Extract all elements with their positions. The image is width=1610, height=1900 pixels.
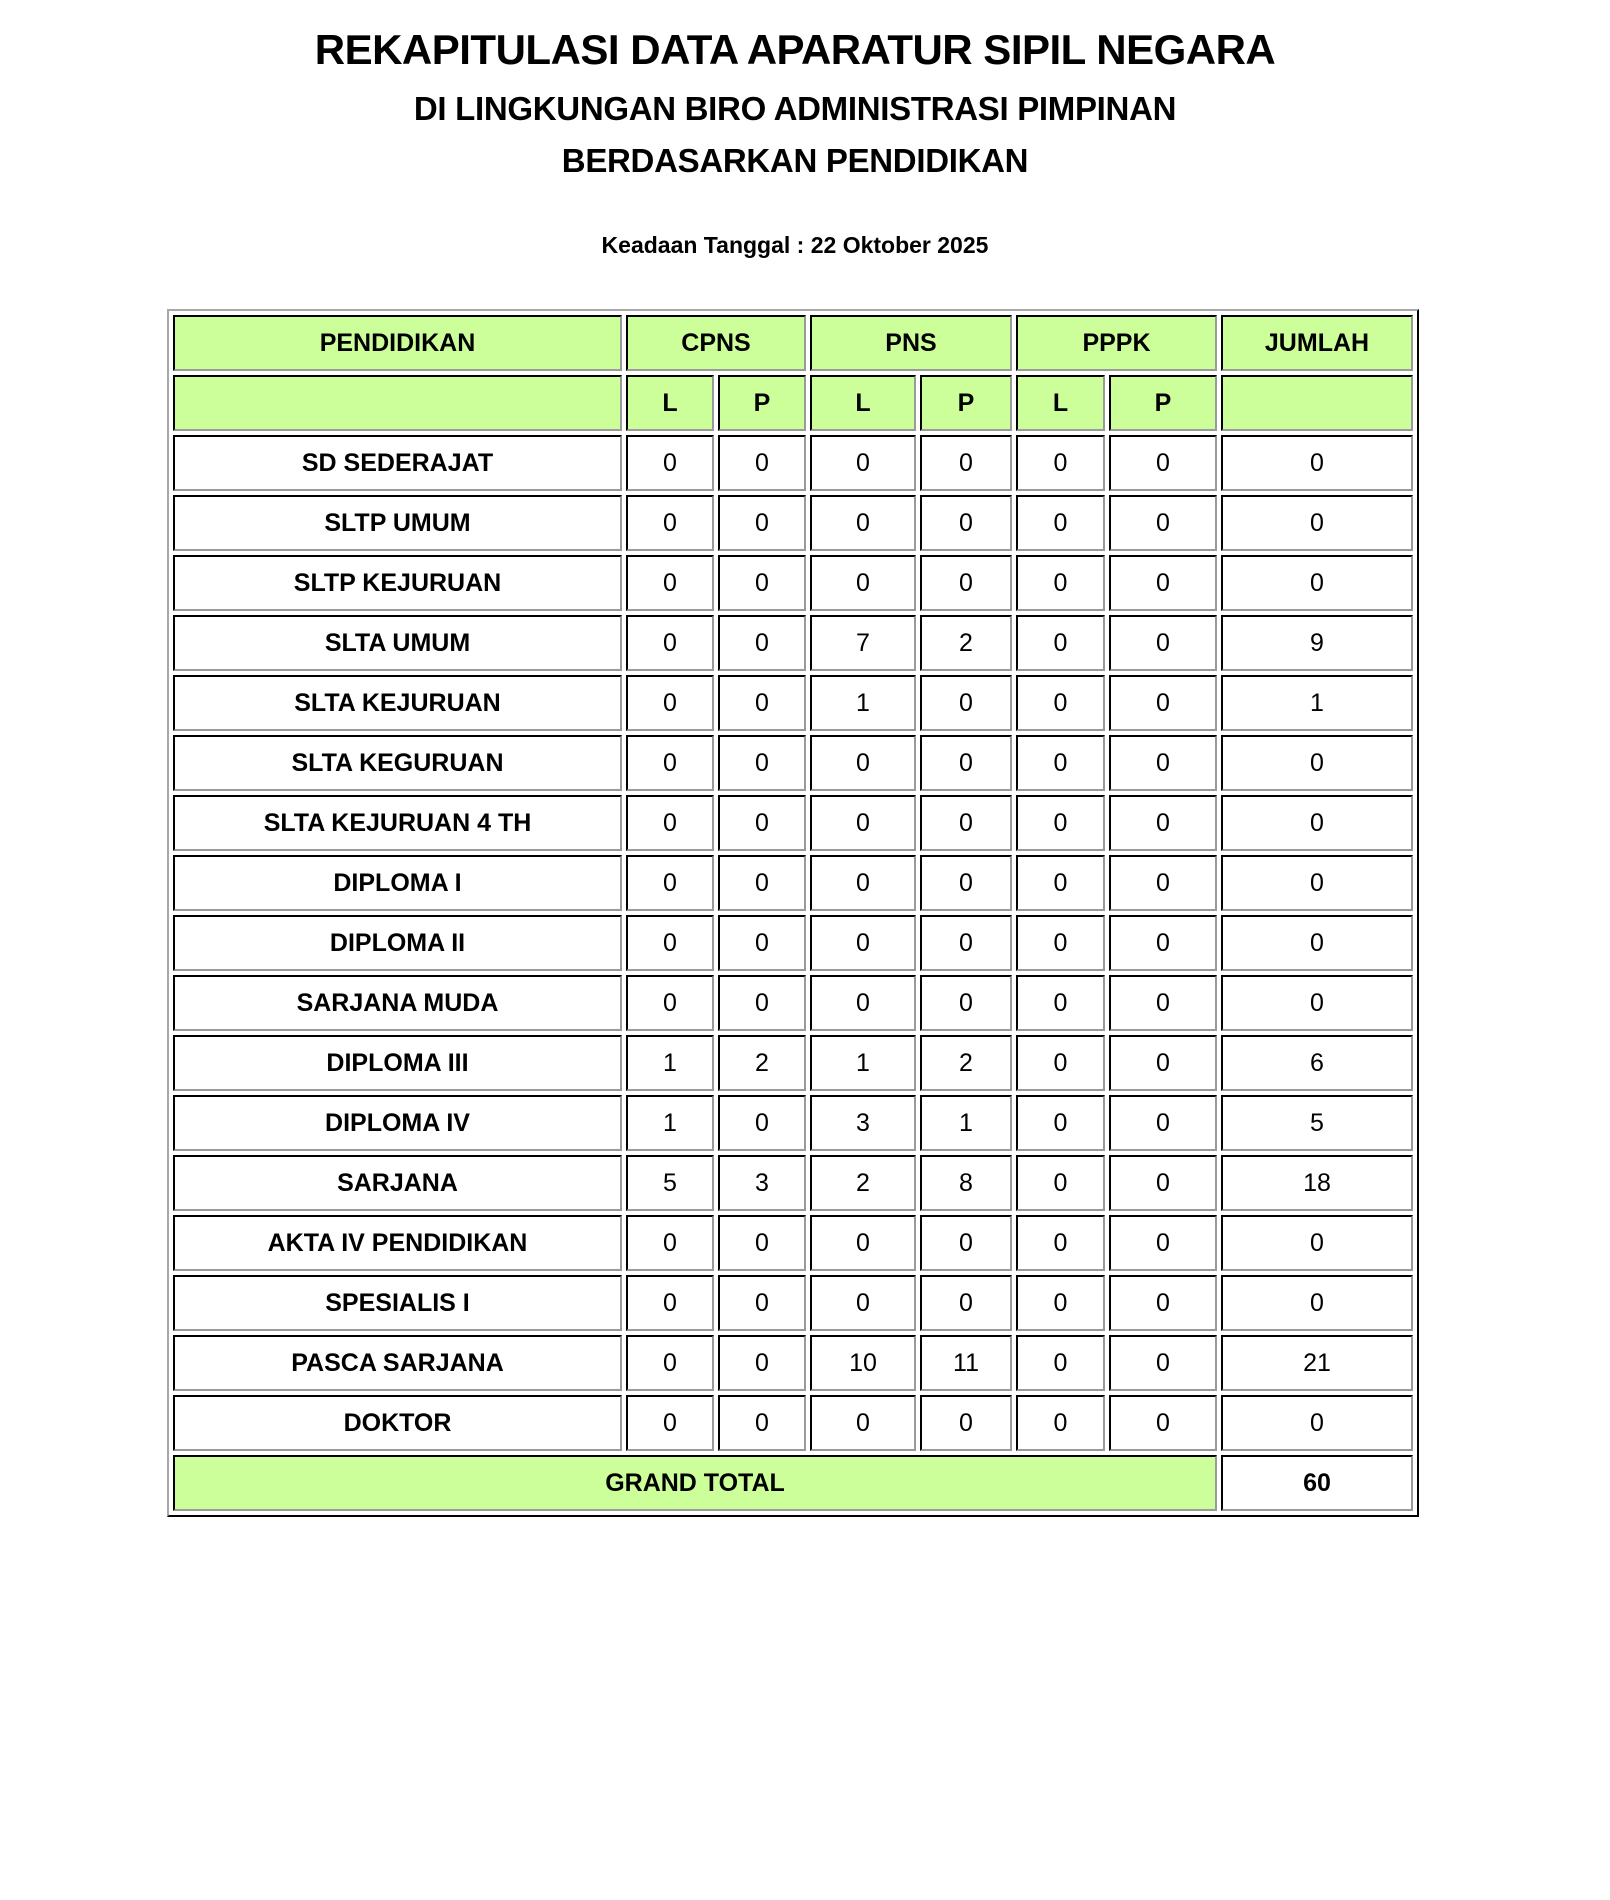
header-pppk: PPPK	[1016, 315, 1217, 371]
cell-pns-l: 0	[810, 435, 916, 491]
subheader-pns-p: P	[920, 375, 1012, 431]
cell-pns-l: 0	[810, 1215, 916, 1271]
cell-pppk-l: 0	[1016, 1335, 1105, 1391]
cell-pppk-p: 0	[1109, 975, 1217, 1031]
education-level: SLTP UMUM	[173, 495, 622, 551]
cell-jumlah: 6	[1221, 1035, 1413, 1091]
cell-pns-l: 0	[810, 495, 916, 551]
subheader-cpns-l: L	[626, 375, 714, 431]
cell-pns-p: 0	[920, 495, 1012, 551]
cell-pns-p: 0	[920, 555, 1012, 611]
cell-pns-p: 0	[920, 1215, 1012, 1271]
document-title: REKAPITULASI DATA APARATUR SIPIL NEGARA	[314, 26, 1276, 73]
cell-cpns-p: 0	[718, 435, 806, 491]
education-level: SLTA UMUM	[173, 615, 622, 671]
cell-pppk-l: 0	[1016, 675, 1105, 731]
cell-pns-p: 0	[920, 915, 1012, 971]
table-row	[173, 1335, 1413, 1391]
cell-pppk-p: 0	[1109, 1275, 1217, 1331]
table-row	[173, 1095, 1413, 1151]
cell-cpns-l: 0	[626, 435, 714, 491]
cell-jumlah: 0	[1221, 1395, 1413, 1451]
cell-jumlah: 0	[1221, 735, 1413, 791]
cell-cpns-l: 0	[626, 915, 714, 971]
subheader-pppk-l: L	[1016, 375, 1105, 431]
cell-pppk-p: 0	[1109, 1395, 1217, 1451]
header-jumlah: JUMLAH	[1221, 315, 1413, 371]
cell-pns-p: 0	[920, 1275, 1012, 1331]
cell-pppk-p: 0	[1109, 915, 1217, 971]
subheader-pppk-p: P	[1109, 375, 1217, 431]
education-level: PASCA SARJANA	[173, 1335, 622, 1391]
cell-jumlah: 0	[1221, 1215, 1413, 1271]
grand-total-row	[173, 1455, 1413, 1511]
cell-pppk-p: 0	[1109, 795, 1217, 851]
cell-cpns-l: 0	[626, 555, 714, 611]
subheader-cpns-p: P	[718, 375, 806, 431]
cell-pppk-l: 0	[1016, 735, 1105, 791]
header-pendidikan: PENDIDIKAN	[173, 315, 622, 371]
cell-pns-p: 0	[920, 1395, 1012, 1451]
cell-cpns-l: 5	[626, 1155, 714, 1211]
cell-pns-l: 1	[810, 675, 916, 731]
cell-jumlah: 0	[1221, 975, 1413, 1031]
grand-total-label: GRAND TOTAL	[173, 1455, 1217, 1511]
table-row	[173, 615, 1413, 671]
cell-jumlah: 0	[1221, 495, 1413, 551]
document-subtitle-unit: DI LINGKUNGAN BIRO ADMINISTRASI PIMPINAN	[413, 90, 1177, 127]
table-body	[173, 435, 1413, 1451]
cell-pppk-l: 0	[1016, 495, 1105, 551]
cell-jumlah: 1	[1221, 675, 1413, 731]
cell-cpns-p: 0	[718, 975, 806, 1031]
cell-pppk-p: 0	[1109, 1215, 1217, 1271]
cell-pppk-l: 0	[1016, 915, 1105, 971]
cell-cpns-p: 0	[718, 615, 806, 671]
table-row	[173, 855, 1413, 911]
header-pendidikan-blank	[173, 375, 622, 431]
education-level: SARJANA	[173, 1155, 622, 1211]
table-row	[173, 1155, 1413, 1211]
cell-pns-l: 0	[810, 975, 916, 1031]
cell-cpns-l: 0	[626, 795, 714, 851]
education-level: SLTA KEJURUAN	[173, 675, 622, 731]
cell-jumlah: 0	[1221, 915, 1413, 971]
table-row	[173, 915, 1413, 971]
table-row	[173, 735, 1413, 791]
table-row	[173, 555, 1413, 611]
cell-pns-l: 3	[810, 1095, 916, 1151]
cell-pppk-l: 0	[1016, 1035, 1105, 1091]
cell-pppk-l: 0	[1016, 975, 1105, 1031]
education-level: DIPLOMA II	[173, 915, 622, 971]
cell-pns-p: 1	[920, 1095, 1012, 1151]
cell-pns-l: 2	[810, 1155, 916, 1211]
cell-pns-p: 0	[920, 975, 1012, 1031]
table-row	[173, 435, 1413, 491]
cell-pns-p: 0	[920, 675, 1012, 731]
cell-cpns-p: 0	[718, 795, 806, 851]
cell-pppk-l: 0	[1016, 555, 1105, 611]
header-pns: PNS	[810, 315, 1012, 371]
education-level: DIPLOMA IV	[173, 1095, 622, 1151]
cell-pns-p: 0	[920, 435, 1012, 491]
cell-cpns-p: 0	[718, 495, 806, 551]
cell-pns-l: 1	[810, 1035, 916, 1091]
cell-pns-l: 7	[810, 615, 916, 671]
table-row	[173, 675, 1413, 731]
cell-cpns-l: 0	[626, 855, 714, 911]
cell-pppk-l: 0	[1016, 795, 1105, 851]
cell-jumlah: 9	[1221, 615, 1413, 671]
cell-cpns-l: 0	[626, 615, 714, 671]
header-jumlah-blank	[1221, 375, 1413, 431]
grand-total-value: 60	[1221, 1455, 1413, 1511]
cell-jumlah: 5	[1221, 1095, 1413, 1151]
cell-pppk-p: 0	[1109, 1335, 1217, 1391]
cell-cpns-l: 1	[626, 1035, 714, 1091]
subheader-pns-l: L	[810, 375, 916, 431]
cell-jumlah: 18	[1221, 1155, 1413, 1211]
cell-pppk-p: 0	[1109, 435, 1217, 491]
document-subtitle-category: BERDASARKAN PENDIDIKAN	[561, 142, 1029, 179]
cell-pns-l: 0	[810, 1275, 916, 1331]
education-level: SARJANA MUDA	[173, 975, 622, 1031]
cell-pns-l: 0	[810, 915, 916, 971]
cell-cpns-p: 0	[718, 915, 806, 971]
cell-cpns-p: 0	[718, 1395, 806, 1451]
cell-pns-p: 2	[920, 615, 1012, 671]
cell-pppk-p: 0	[1109, 555, 1217, 611]
cell-pppk-p: 0	[1109, 735, 1217, 791]
cell-pppk-p: 0	[1109, 495, 1217, 551]
education-level: SLTP KEJURUAN	[173, 555, 622, 611]
cell-pns-l: 0	[810, 795, 916, 851]
cell-pns-p: 0	[920, 795, 1012, 851]
table-row	[173, 1275, 1413, 1331]
cell-cpns-l: 0	[626, 495, 714, 551]
cell-pppk-p: 0	[1109, 675, 1217, 731]
cell-cpns-l: 0	[626, 675, 714, 731]
education-recap-table	[167, 309, 1419, 1517]
cell-jumlah: 21	[1221, 1335, 1413, 1391]
cell-cpns-l: 0	[626, 735, 714, 791]
cell-cpns-l: 0	[626, 1275, 714, 1331]
table-row	[173, 1035, 1413, 1091]
cell-cpns-l: 0	[626, 975, 714, 1031]
cell-pppk-l: 0	[1016, 855, 1105, 911]
table-row	[173, 1215, 1413, 1271]
education-level: DIPLOMA III	[173, 1035, 622, 1091]
education-level: DIPLOMA I	[173, 855, 622, 911]
cell-jumlah: 0	[1221, 1275, 1413, 1331]
cell-pns-l: 0	[810, 1395, 916, 1451]
cell-cpns-p: 0	[718, 1215, 806, 1271]
cell-cpns-l: 1	[626, 1095, 714, 1151]
cell-pppk-l: 0	[1016, 1095, 1105, 1151]
education-level: AKTA IV PENDIDIKAN	[173, 1215, 622, 1271]
education-level: SLTA KEJURUAN 4 TH	[173, 795, 622, 851]
cell-pppk-l: 0	[1016, 1155, 1105, 1211]
cell-cpns-p: 0	[718, 1335, 806, 1391]
cell-pns-l: 0	[810, 735, 916, 791]
cell-cpns-p: 0	[718, 735, 806, 791]
cell-pppk-l: 0	[1016, 1275, 1105, 1331]
cell-cpns-p: 0	[718, 855, 806, 911]
cell-pns-l: 0	[810, 555, 916, 611]
header-row-main	[173, 315, 1413, 371]
cell-pns-p: 0	[920, 735, 1012, 791]
cell-jumlah: 0	[1221, 435, 1413, 491]
cell-pppk-p: 0	[1109, 855, 1217, 911]
cell-pppk-p: 0	[1109, 1155, 1217, 1211]
cell-cpns-p: 3	[718, 1155, 806, 1211]
education-level: SLTA KEGURUAN	[173, 735, 622, 791]
cell-cpns-p: 0	[718, 555, 806, 611]
education-level: SPESIALIS I	[173, 1275, 622, 1331]
table-row	[173, 795, 1413, 851]
cell-pns-p: 8	[920, 1155, 1012, 1211]
cell-cpns-l: 0	[626, 1395, 714, 1451]
cell-pppk-l: 0	[1016, 435, 1105, 491]
table-row	[173, 495, 1413, 551]
cell-pppk-l: 0	[1016, 1395, 1105, 1451]
cell-cpns-p: 0	[718, 1275, 806, 1331]
header-row-gender	[173, 375, 1413, 431]
cell-cpns-p: 0	[718, 675, 806, 731]
table-row	[173, 975, 1413, 1031]
cell-cpns-p: 0	[718, 1095, 806, 1151]
cell-pppk-p: 0	[1109, 1035, 1217, 1091]
cell-pppk-l: 0	[1016, 615, 1105, 671]
cell-pns-p: 0	[920, 855, 1012, 911]
table-row	[173, 1395, 1413, 1451]
cell-pppk-p: 0	[1109, 1095, 1217, 1151]
cell-jumlah: 0	[1221, 555, 1413, 611]
cell-jumlah: 0	[1221, 795, 1413, 851]
cell-pns-p: 2	[920, 1035, 1012, 1091]
cell-pppk-p: 0	[1109, 615, 1217, 671]
cell-cpns-l: 0	[626, 1335, 714, 1391]
header-cpns: CPNS	[626, 315, 806, 371]
cell-pns-l: 0	[810, 855, 916, 911]
cell-cpns-p: 2	[718, 1035, 806, 1091]
cell-pns-l: 10	[810, 1335, 916, 1391]
education-level: DOKTOR	[173, 1395, 622, 1451]
cell-pns-p: 11	[920, 1335, 1012, 1391]
cell-cpns-l: 0	[626, 1215, 714, 1271]
report-date: Keadaan Tanggal : 22 Oktober 2025	[601, 232, 989, 258]
education-level: SD SEDERAJAT	[173, 435, 622, 491]
cell-pppk-l: 0	[1016, 1215, 1105, 1271]
cell-jumlah: 0	[1221, 855, 1413, 911]
